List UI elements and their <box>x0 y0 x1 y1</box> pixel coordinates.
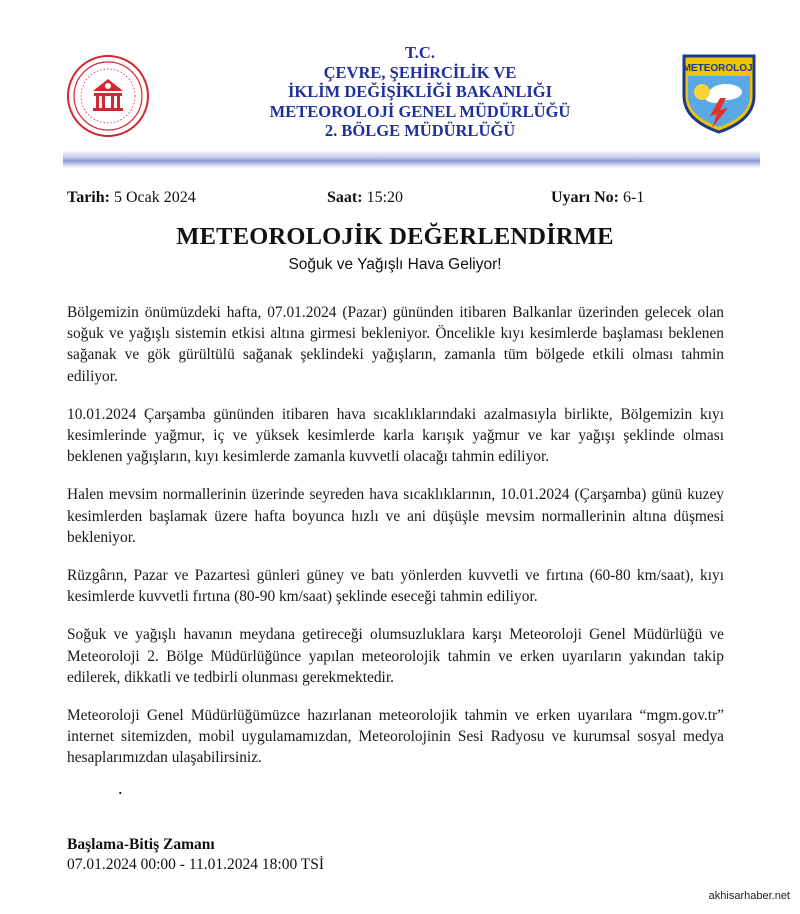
body-paragraph: Halen mevsim normallerinin üzerinde seyreden hava sıcaklıklarının, 10.01.2024 (Çarşamba) günü kuzey kesimlerden başlamak üzere hafta boyunca hızlı ve ani düşüşle mevsim normallerinin altına düşmesi bekleniyor. <box>67 486 724 546</box>
body-paragraph: Soğuk ve yağışlı havanın meydana getireceği olumsuzluklara karşı Meteoroloji Genel Müdürlüğü ve Meteoroloji 2. Bölge Müdürlüğünce yapılan meteorolojik tahmin ve erken uyarıların yakından takip edilerek, dikkatli ve tedbirli olunması gerekmektedir. <box>67 626 724 686</box>
header-directorate: METEOROLOJİ GENEL MÜDÜRLÜĞÜ <box>269 101 571 121</box>
time-value: 15:20 <box>366 189 404 206</box>
header-regional-directorate: 2. BÖLGE MÜDÜRLÜĞÜ <box>324 121 516 140</box>
header-tc: T.C. <box>405 43 435 62</box>
date-value: 5 Ocak 2024 <box>113 189 196 206</box>
document-body <box>67 302 724 786</box>
meteoroloji-logo-text: METEOROLOJİ <box>682 63 756 74</box>
warning-number-label: Uyarı No: <box>551 189 619 206</box>
warning-number-field <box>551 189 644 207</box>
header-divider-band <box>63 150 760 168</box>
body-paragraph: Rüzgârın, Pazar ve Pazartesi günleri güney ve batı yönlerden kuvvetli ve fırtına (60-80 km/saat), kıyı kesimlerde kuvvetli fırtına (80-90 km/saat) şeklinde eseceği tahmin ediliyor. <box>67 567 724 606</box>
time-label: Saat: <box>327 189 363 206</box>
date-field <box>67 189 196 207</box>
source-watermark: akhisarhaber.net <box>708 890 790 902</box>
body-paragraph: 10.01.2024 Çarşamba gününden itibaren hava sıcaklıklarındaki azalmasıyla birlikte, Bölgemizin kıyı kesimlerinde yağmur, iç ve yüksek kesimlerde karla karışık yağmur ve kar yağışı şeklinde olması beklenen yağışların, kıyı kesimlerde zamanla kuvvetli olacağı tahmin ediliyor. <box>67 405 724 466</box>
meteoroloji-shield-icon <box>680 52 758 134</box>
period-value: 07.01.2024 00:00 - 11.01.2024 18:00 TSİ <box>67 856 325 873</box>
body-paragraph: Bölgemizin önümüzdeki hafta, 07.01.2024 (Pazar) gününden itibaren Balkanlar üzerinden gelecek olan soğuk ve yağışlı sistemin etkisi altına girmesi bekleniyor. Öncelikle kıyı kesimlerde başlaması beklenen sağanak ve gök gürültülü sağanak şeklindeki yağışların, zamanla tüm bölgede etkili olması tahmin ediliyor. <box>67 304 724 385</box>
date-label: Tarih: <box>67 189 110 206</box>
header-ministry-line1: ÇEVRE, ŞEHİRCİLİK VE <box>323 62 517 82</box>
stray-dot: . <box>118 778 123 798</box>
body-paragraph: Meteoroloji Genel Müdürlüğümüzce hazırlanan meteorolojik tahmin ve erken uyarılara “mgm.gov.tr” internet sitemizden, mobil uygulamamızdan, Meteorolojinin Sesi Radyosu ve kurumsal sosyal medya hesaplarımızdan ulaşabilirsiniz. <box>67 707 724 767</box>
header-ministry-line2: İKLİM DEĞİŞİKLİĞİ BAKANLIĞI <box>287 82 553 101</box>
document-subtitle: Soğuk ve Yağışlı Hava Geliyor! <box>288 256 502 273</box>
document-title: METEOROLOJİK DEĞERLENDİRME <box>176 223 614 250</box>
document-header <box>160 43 680 141</box>
time-field <box>327 189 403 207</box>
ministry-seal-icon <box>67 55 149 137</box>
warning-number-value: 6-1 <box>622 189 645 206</box>
period-label: Başlama-Bitiş Zamanı <box>67 836 215 853</box>
